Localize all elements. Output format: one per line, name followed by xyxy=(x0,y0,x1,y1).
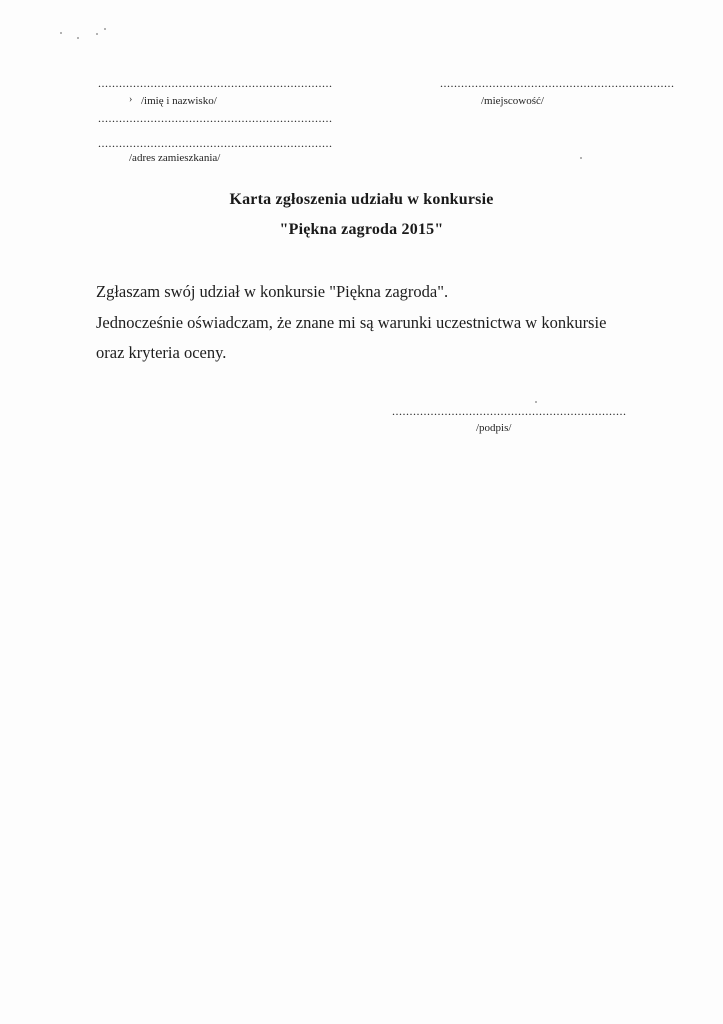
address-dotted-line-2: ................................................................... xyxy=(98,136,333,150)
signature-label: /podpis/ xyxy=(476,422,512,434)
address-label: /adres zamieszkania/ xyxy=(129,152,221,164)
scan-speck xyxy=(77,37,79,39)
body-line-3: oraz kryteria oceny. xyxy=(96,343,227,362)
place-label: /miejscowość/ xyxy=(481,95,544,107)
scan-speck xyxy=(104,28,106,30)
document-title: Karta zgłoszenia udziału w konkursie xyxy=(229,191,494,208)
scan-speck xyxy=(60,32,62,34)
contest-name: "Piękna zagroda 2015" xyxy=(279,221,444,238)
name-label: /imię i nazwisko/ xyxy=(141,95,217,107)
scan-speck xyxy=(580,157,582,159)
signature-dotted-line: ................................................................... xyxy=(392,404,627,418)
bullet-mark: › xyxy=(129,94,133,105)
body-line-2: Jednocześnie oświadczam, że znane mi są warunki uczestnictwa w konkursie xyxy=(96,313,607,332)
body-line-1: Zgłaszam swój udział w konkursie "Piękna zagroda". xyxy=(96,282,449,301)
place-dotted-line: ................................................................... xyxy=(440,76,675,90)
scan-speck xyxy=(96,33,98,35)
address-dotted-line-1: ................................................................... xyxy=(98,111,333,125)
scan-speck xyxy=(535,401,537,403)
name-dotted-line: ................................................................... xyxy=(98,76,333,90)
